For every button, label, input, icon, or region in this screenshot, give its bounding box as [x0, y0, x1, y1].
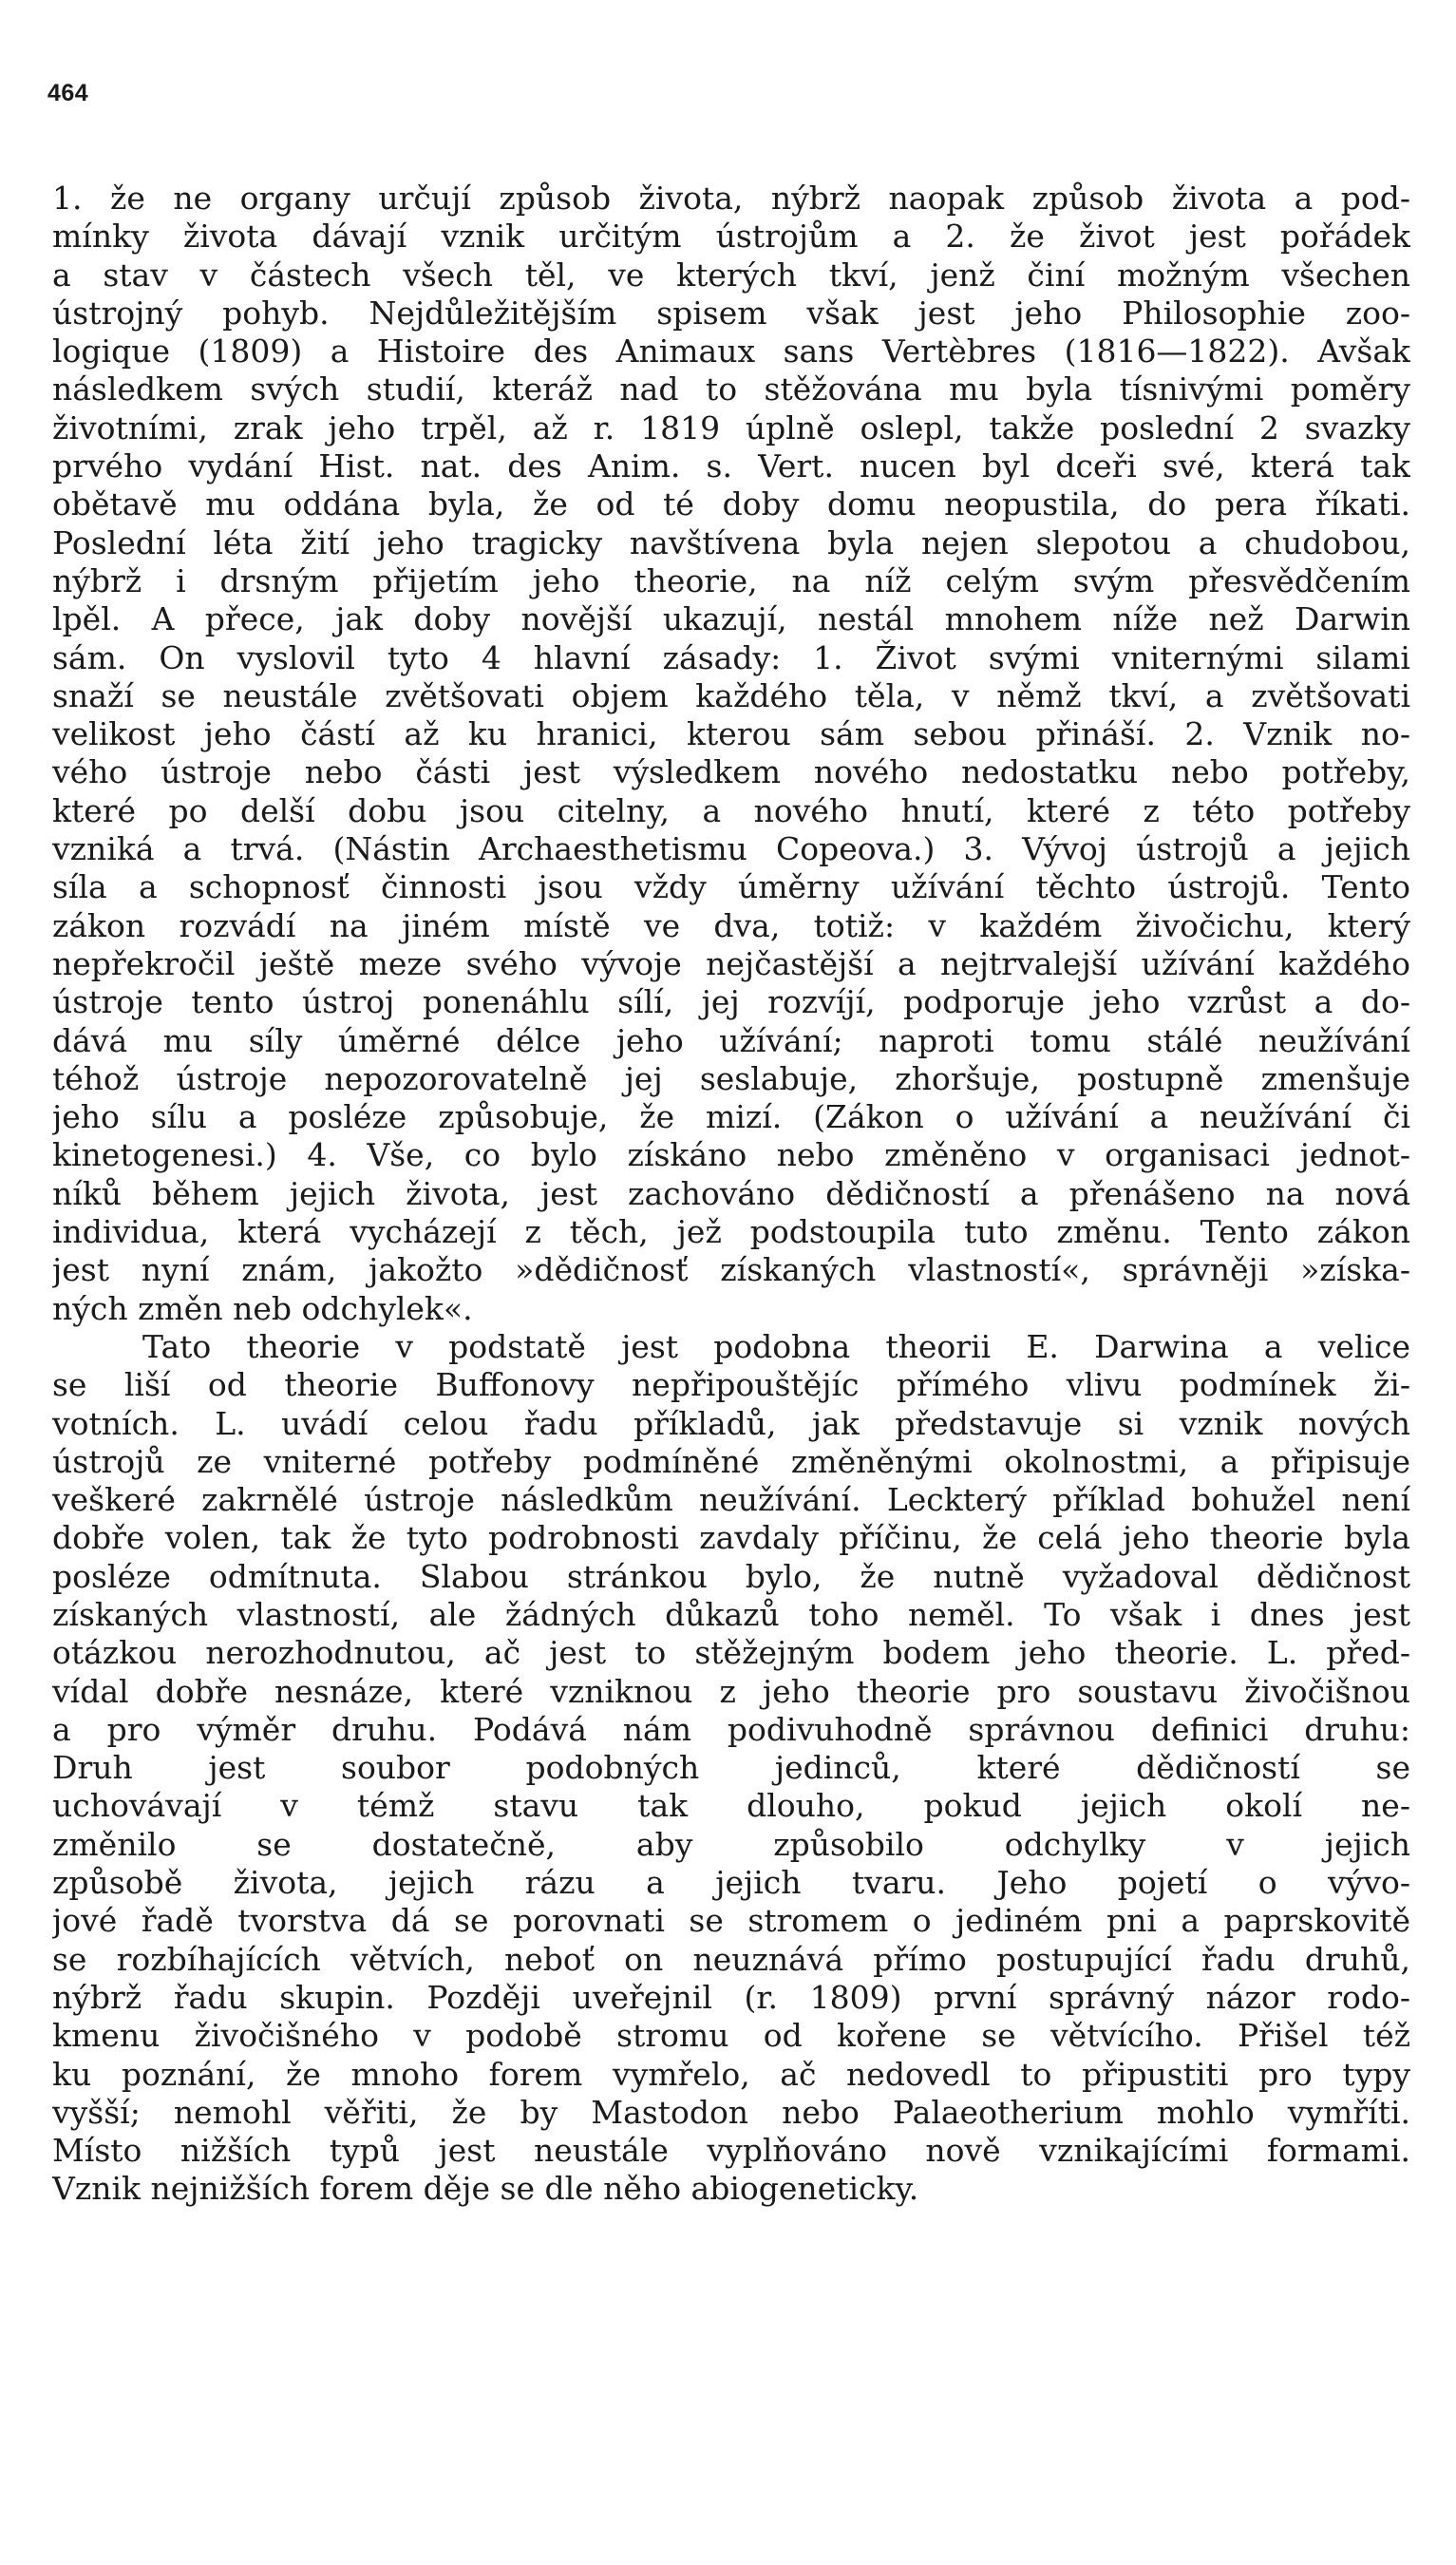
text-line: síla a schopnosť činnosti jsou vždy úměrny užívání těchto ústrojů. Tento [52, 868, 1410, 906]
text-line: a stav v částech všech těl, ve kterých tkví, jenž činí možným všechen [52, 256, 1410, 294]
text-line: se liší od theorie Buffonovy nepřipouštějíc přímého vlivu podmínek ži- [52, 1366, 1410, 1404]
text-line: které po delší dobu jsou citelny, a nového hnutí, které z této potřeby [52, 791, 1410, 829]
text-line: následkem svých studií, kteráž nad to stěžována mu byla tísnivými poměry [52, 370, 1410, 408]
text-line: ústroje tento ústroj ponenáhlu sílí, jej rozvíjí, podporuje jeho vzrůst a do- [52, 983, 1410, 1021]
text-line: získaných vlastností, ale žádných důkazů toho neměl. To však i dnes jest [52, 1595, 1410, 1633]
text-line: ústrojů ze vniterné potřeby podmíněné změněnými okolnostmi, a připisuje [52, 1442, 1410, 1480]
text-line: dává mu síly úměrné délce jeho užívání; naproti tomu stálé neužívání [52, 1021, 1410, 1059]
text-line: níků během jejich života, jest zachováno dědičností a přenášeno na nová [52, 1174, 1410, 1212]
text-line: snaží se neustále zvětšovati objem každého těla, v němž tkví, a zvětšovati [52, 676, 1410, 714]
species-definition-line: způsobě života, jejich rázu a jejich tvaru. Jeho pojetí o vývo- [52, 1864, 1410, 1902]
text-line: nýbrž řadu skupin. Později uveřejnil (r. 1809) první správný názor rodo- [52, 1978, 1410, 2016]
text-line: Poslední léta žití jeho tragicky navštívena byla nejen slepotou a chudobou, [52, 523, 1410, 561]
text-line: prvého vydání Hist. nat. des Anim. s. Vert. nucen byl dceři své, která tak [52, 447, 1410, 485]
text-line: životními, zrak jeho trpěl, až r. 1819 úplně oslepl, takže poslední 2 svazky [52, 408, 1410, 446]
text-line: téhož ústroje nepozorovatelně jej seslabuje, zhoršuje, postupně zmenšuje [52, 1059, 1410, 1097]
paragraph-start-line: Tato theorie v podstatě jest podobna theorii E. Darwina a velice [142, 1327, 1410, 1365]
text-line: ku poznání, že mnoho forem vymřelo, ač nedovedl to připustiti pro typy [52, 2055, 1410, 2093]
text-line: mínky života dávají vznik určitým ústrojům a 2. že život jest pořádek [52, 218, 1410, 256]
text-line: veškeré zakrnělé ústroje následkům neužívání. Leckterý příklad bohužel není [52, 1481, 1410, 1519]
text-line: vého ústroje nebo části jest výsledkem nového nedostatku nebo potřeby, [52, 753, 1410, 791]
text-line: posléze odmítnuta. Slabou stránkou bylo, že nutně vyžadoval dědičnost [52, 1557, 1410, 1595]
species-definition-line: Druh jest soubor podobných jedinců, které dědičností se [52, 1749, 1410, 1787]
species-definition-line: změnilo se dostatečně, aby způsobilo odchylky v jejich [52, 1825, 1410, 1863]
text-line: kmenu živočišného v podobě stromu od kořene se větvícího. Přišel též [52, 2017, 1410, 2055]
text-line: a pro výměr druhu. Podává nám podivuhodně správnou definici druhu: [52, 1710, 1410, 1748]
text-line: logique (1809) a Histoire des Animaux sans Vertèbres (1816—1822). Avšak [52, 332, 1410, 370]
text-line: jest nyní znám, jakožto »dědičnosť získaných vlastností«, správněji »získa- [52, 1251, 1410, 1289]
text-line: dobře volen, tak že tyto podrobnosti zavdaly příčinu, že celá jeho theorie byla [52, 1519, 1410, 1557]
text-line: votních. L. uvádí celou řadu příkladů, jak představuje si vznik nových [52, 1404, 1410, 1442]
text-line: Místo nižších typů jest neustále vyplňováno nově vznikajícími formami. [52, 2132, 1410, 2170]
text-line: se rozbíhajících větvích, neboť on neuznává přímo postupující řadu druhů, [52, 1940, 1410, 1978]
page-number: 464 [47, 80, 89, 106]
text-line: nýbrž i drsným přijetím jeho theorie, na níž celým svým přesvědčením [52, 561, 1410, 599]
text-line: nepřekročil ještě meze svého vývoje nejčastější a nejtrvalejší užívání každého [52, 944, 1410, 982]
text-line: vzniká a trvá. (Nástin Archaesthetismu Copeova.) 3. Vývoj ústrojů a jejich [52, 830, 1410, 868]
text-line: jeho sílu a posléze způsobuje, že mizí. (Zákon o užívání a neužívání či [52, 1098, 1410, 1136]
text-line: vídal dobře nesnáze, které vzniknou z jeho theorie pro soustavu živočišnou [52, 1672, 1410, 1710]
text-line: obětavě mu oddána byla, že od té doby domu neopustila, do pera říkati. [52, 485, 1410, 523]
text-line: 1. že ne organy určují způsob života, nýbrž naopak způsob života a pod- [52, 180, 1410, 217]
text-line: velikost jeho částí až ku hranici, kterou sám sebou přináší. 2. Vznik no- [52, 715, 1410, 753]
text-line: ústrojný pohyb. Nejdůležitějším spisem však jest jeho Philosophie zoo- [52, 294, 1410, 332]
paragraph-end-line: Vznik nejnižších forem děje se dle něho abiogeneticky. [52, 2170, 919, 2208]
text-line: kinetogenesi.) 4. Vše, co bylo získáno nebo změněno v organisaci jednot- [52, 1136, 1410, 1174]
text-line: jové řadě tvorstva dá se porovnati se stromem o jediném pni a paprskovitě [52, 1902, 1410, 1940]
text-line: otázkou nerozhodnutou, ač jest to stěžejným bodem jeho theorie. L. před- [52, 1634, 1410, 1672]
species-definition-line: uchovávají v témž stavu tak dlouho, pokud jejich okolí ne- [52, 1787, 1410, 1825]
text-line: sám. On vyslovil tyto 4 hlavní zásady: 1. Život svými vniternými silami [52, 638, 1410, 676]
text-line: zákon rozvádí na jiném místě ve dva, totiž: v každém živočichu, který [52, 906, 1410, 944]
text-line: lpěl. A přece, jak doby novější ukazují, nestál mnohem níže než Darwin [52, 600, 1410, 638]
text-line: vyšší; nemohl věřiti, že by Mastodon nebo Palaeotherium mohlo vymříti. [52, 2093, 1410, 2131]
text-line: individua, která vycházejí z těch, jež podstoupila tuto změnu. Tento zákon [52, 1213, 1410, 1251]
paragraph-end-line: ných změn neb odchylek«. [52, 1289, 473, 1327]
body-text [52, 180, 1410, 2209]
